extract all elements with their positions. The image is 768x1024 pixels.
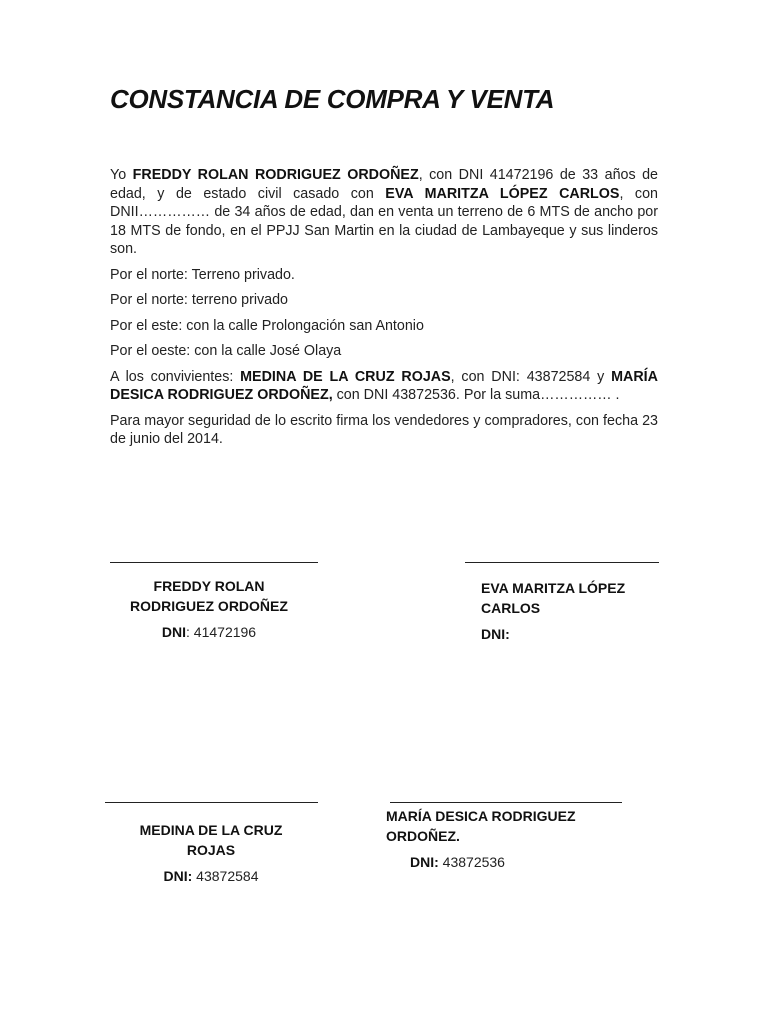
paragraph-buyers-text: con DNI 43872536. Por la suma…………… . (332, 387, 620, 403)
signature-dni (481, 624, 661, 644)
boundary-east: Por el este: con la calle Prolongación san Antonio (110, 317, 424, 334)
signature-block-eva (481, 578, 661, 644)
paragraph-sale-text: , con DNI 41472196 de 33 años de edad, y de estado civil casado con (110, 167, 658, 202)
signature-dni (110, 622, 308, 642)
boundary-north-2: Por el norte: terreno privado (110, 292, 289, 308)
signature-name: MEDINA DE LA CRUZ (139, 822, 283, 838)
document-body (110, 166, 658, 456)
signature-name: RODRIGUEZ ORDOÑEZ (130, 598, 288, 614)
signature-dni (386, 852, 626, 872)
signature-name: CARLOS (481, 600, 541, 616)
signature-name: MARÍA DESICA RODRIGUEZ (386, 808, 576, 824)
paragraph-sale-text: Yo (110, 167, 133, 183)
boundary-west: Por el oeste: con la calle José Olaya (110, 343, 342, 359)
seller-name-eva: EVA MARITZA LÓPEZ CARLOS (385, 185, 620, 202)
buyer-name-medina: MEDINA DE LA CRUZ ROJAS (240, 368, 451, 385)
buyer-name-maria: MARÍA DESICA RODRIGUEZ ORDOÑEZ, (110, 368, 658, 403)
paragraph-sale (110, 166, 658, 259)
signature-dni (112, 866, 310, 886)
paragraph-buyers-text: , con DNI: 43872584 y (450, 368, 612, 385)
dni-value: 43872536 (438, 854, 505, 870)
paragraph-closing: Para mayor seguridad de lo escrito firma los vendedores y compradores, con fecha 23 de junio del 2014. (110, 412, 658, 447)
paragraph-sale-text: , con DNII…………… de 34 años de edad, dan en venta un terreno de 6 MTS de ancho por 18 MTS de fondo, en el PPJJ San Martin en la ciudad de Lambayeque y sus linderos son. (110, 185, 658, 257)
signature-line-freddy (110, 562, 318, 563)
dni-label: DNI: (481, 626, 510, 642)
signature-line-medina (105, 802, 318, 803)
signature-name: ROJAS (186, 842, 236, 858)
dni-value: : 41472196 (186, 624, 257, 640)
document-title: CONSTANCIA DE COMPRA Y VENTA (110, 84, 555, 114)
signature-name: FREDDY ROLAN (153, 578, 265, 594)
signature-block-medina (112, 820, 310, 886)
signature-line-maria (390, 802, 622, 803)
seller-name-freddy: FREDDY ROLAN RODRIGUEZ ORDOÑEZ (132, 167, 419, 183)
signature-block-freddy (110, 576, 308, 642)
paragraph-buyers (110, 368, 658, 405)
signature-line-eva (465, 562, 659, 563)
boundary-north-1: Por el norte: Terreno privado. (110, 266, 295, 283)
dni-label: DNI: (163, 868, 193, 884)
signature-name: ORDOÑEZ. (386, 828, 460, 844)
dni-label: DNI (161, 624, 187, 640)
dni-value: 43872584 (192, 868, 259, 884)
paragraph-buyers-text: A los convivientes: (110, 368, 241, 385)
signature-block-maria (386, 806, 626, 872)
signature-name: EVA MARITZA LÓPEZ (481, 580, 626, 596)
dni-label: DNI: (410, 854, 439, 870)
